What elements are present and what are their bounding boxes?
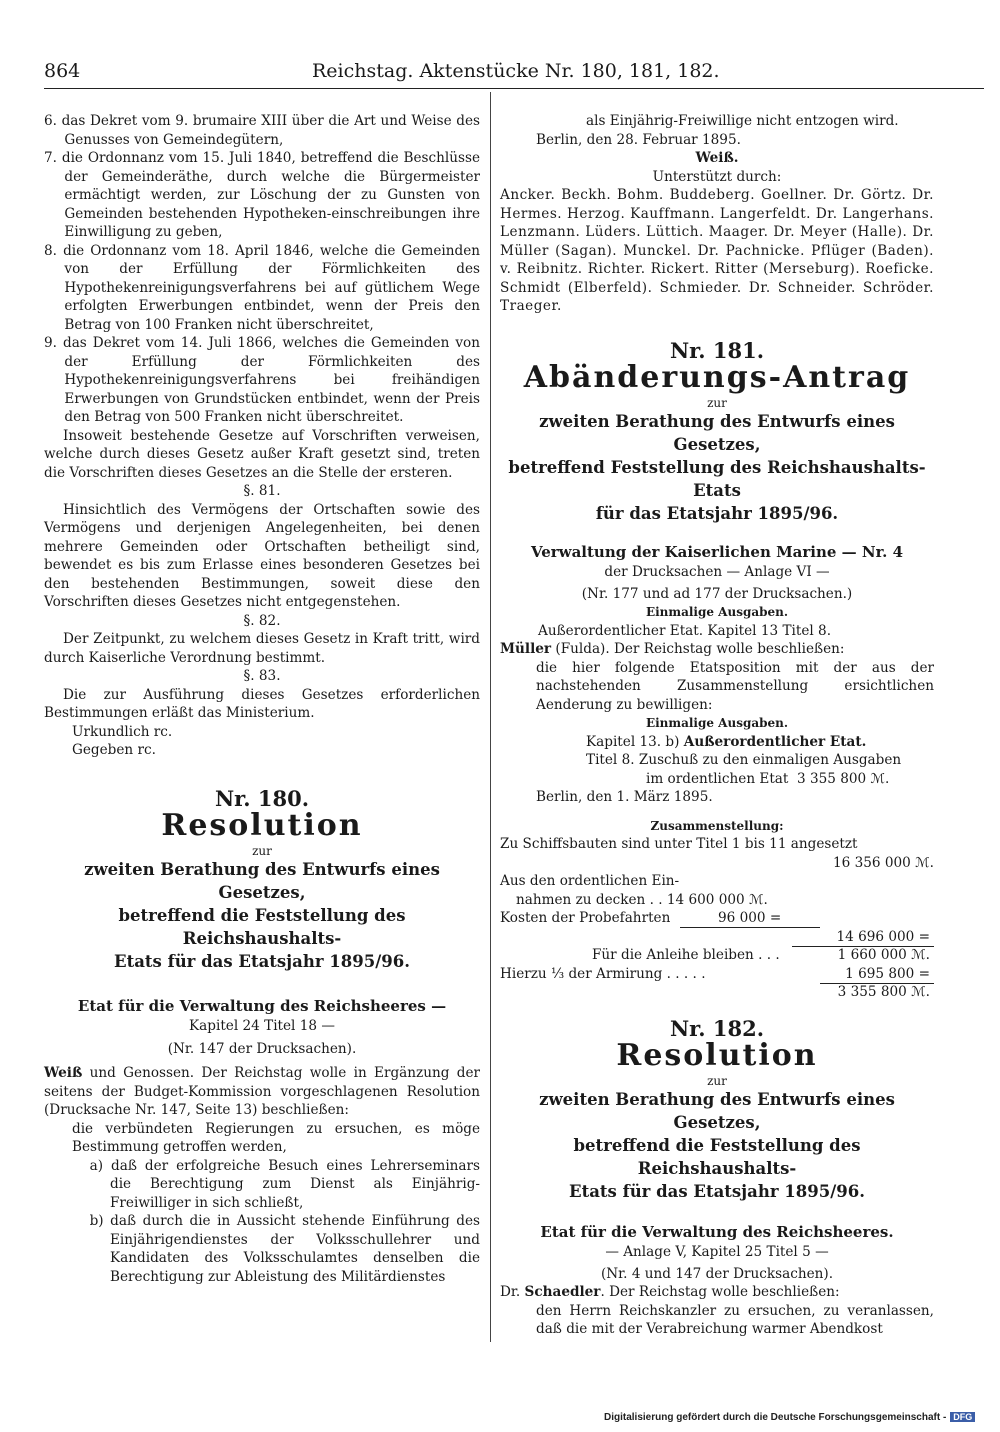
section-81-text: Hinsichtlich des Vermögens der Ortschaften sowie des Vermögens und derjenigen Angelegenheiten, bei denen mehrere Gemeinden oder Ortschaften betheiligt sind, bewendet es bis zum Erlasse eines besonderen Gesetzes bei den bestehenden Bestimmungen, soweit diese den Vorschriften dieses Gesetzes nicht entgegenstehen. <box>44 501 480 610</box>
nr180-section-3: (Nr. 147 der Drucksachen). <box>167 1040 357 1057</box>
nr181-titel-8b-label: im ordentlichen Etat <box>646 770 789 787</box>
calc-sum: 14 696 000 = <box>836 928 930 945</box>
dfg-logo: DFG <box>950 1412 975 1422</box>
nr181-date: Berlin, den 1. März 1895. <box>536 789 713 805</box>
nr181-kapitel-bold: Außerordentlicher Etat. <box>683 733 867 750</box>
nr182-section-2: — Anlage V, Kapitel 25 Titel 5 — <box>605 1244 829 1260</box>
nr182-subtitle-3: Etats für das Etatsjahr 1895/96. <box>569 1182 865 1201</box>
nr181-ausserordentlich: Außerordentlicher Etat. Kapitel 13 Titel 8. <box>538 622 832 639</box>
nr182-number: Nr. 182. <box>669 1015 765 1041</box>
nr182-motion-prefix: Dr. <box>500 1284 525 1300</box>
calc-row <box>500 983 934 1002</box>
nr180-motion-body: die verbündeten Regierungen zu ersuchen, es möge Bestimmung getroffen werden, <box>72 1120 480 1155</box>
nr180-point-a: a) daß der erfolgreiche Besuch eines Lehrerseminars die Berechtigung zum Dienst als Einjährig-Freiwilliger in sich schließt, <box>89 1157 480 1211</box>
calc-row <box>500 946 934 965</box>
date-line-1: Berlin, den 28. Februar 1895. <box>536 131 741 148</box>
nr180-section-1: Etat für die Verwaltung des Reichsheeres — <box>77 997 447 1015</box>
page-header <box>44 58 984 88</box>
nr182-section-1: Etat für die Verwaltung des Reichsheeres. <box>540 1223 894 1241</box>
continuation-text: als Einjährig-Freiwillige nicht entzogen wird. <box>586 113 899 129</box>
nr180-subtitle-2: betreffend die Feststellung des Reichshaushalts- <box>118 906 406 948</box>
urkundlich: Urkundlich rc. <box>72 723 173 740</box>
nr181-kapitel <box>500 733 934 752</box>
nr181-subtitle-2: betreffend Feststellung des Reichshaushalts-Etats <box>508 458 926 500</box>
calc-kosten: Kosten der Probefahrten <box>500 910 671 926</box>
supported-by: Unterstützt durch: <box>652 168 782 185</box>
calc-aus-2: nahmen zu decken . . 14 600 000 ℳ. <box>516 891 768 908</box>
calc-anleihe-val: 1 660 000 ℳ. <box>837 947 930 963</box>
section-83-text: Die zur Ausführung dieses Gesetzes erforderlichen Bestimmungen erläßt das Ministerium. <box>44 686 480 721</box>
nr181-calc-intro: Zu Schiffsbauten sind unter Titel 1 bis 11 angesetzt <box>500 836 858 852</box>
supporters-list: Ancker. Beckh. Bohm. Buddeberg. Goellner. Dr. Görtz. Dr. Hermes. Herzog. Kauffmann. Langerfeldt. Dr. Langerhans. Lenzmann. Lüders. Lüttich. Maager. Dr. Meyer (Halle). Dr. Müller (Sagan). Munckel. Dr. Pachnicke. Pflüger (Baden). v. Reibnitz. Richter. Rickert. Ritter (Merseburg). Roeficke. Schmidt (Elberfeld). Schmieder. Dr. Schneider. Schröder. Traeger. <box>500 187 934 314</box>
nr181-titel-8-amount: 3 355 800 ℳ. <box>797 770 890 787</box>
nr182-subtitle-2: betreffend die Feststellung des Reichshaushalts- <box>573 1136 861 1178</box>
nr181-motion <box>500 640 934 659</box>
nr181-titel-8b <box>500 770 934 789</box>
nr180-number: Nr. 180. <box>214 785 310 811</box>
nr181-einmalige: Einmalige Ausgaben. <box>645 605 789 619</box>
left-column <box>44 112 480 1286</box>
nr180-subtitle-3: Etats für das Etatsjahr 1895/96. <box>114 952 410 971</box>
nr182-motion-body: den Herrn Reichskanzler zu ersuchen, zu veranlassen, daß die mit der Verabreichung warmer Abendkost <box>536 1302 934 1337</box>
running-head: Reichstag. Aktenstücke Nr. 180, 181, 182. <box>312 60 720 82</box>
nr181-motion-text: (Fulda). Der Reichstag wolle beschließen: <box>551 641 845 657</box>
nr181-section-3: (Nr. 177 und ad 177 der Drucksachen.) <box>581 585 853 602</box>
nr181-kapitel-prefix: Kapitel 13. b) <box>586 733 684 750</box>
section-82-text: Der Zeitpunkt, zu welchem dieses Gesetz in Kraft tritt, wird durch Kaiserliche Verordnung bestimmt. <box>44 631 480 666</box>
calc-hierzu-val: 1 695 800 = <box>845 965 930 982</box>
nr181-number: Nr. 181. <box>669 337 765 363</box>
calc-kosten-val: 96 000 = <box>718 910 782 926</box>
calc-row <box>500 965 934 984</box>
calc-hierzu: Hierzu ⅓ der Armirung . . . . . <box>500 965 706 982</box>
calc-aus-1: Aus den ordentlichen Ein- <box>500 873 680 889</box>
nr182-title: Resolution <box>616 1038 818 1073</box>
nr182-motion-text: . Der Reichstag wolle beschließen: <box>600 1284 840 1300</box>
nr181-titel-8: Titel 8. Zuschuß zu den einmaligen Ausgaben <box>586 752 902 768</box>
list-item: 6. das Dekret vom 9. brumaire XIII über die Art und Weise des Genusses von Gemeindegütern, <box>44 113 480 148</box>
nr181-zur: zur <box>707 396 727 410</box>
nr181-title: Abänderungs-Antrag <box>523 360 911 395</box>
nr181-subtitle-3: für das Etatsjahr 1895/96. <box>595 504 839 523</box>
list-item: 8. die Ordonnanz vom 18. April 1846, welche die Gemeinden von der Erfüllung der Förmlichkeiten des Hypothekenreinigungsverfahrens bei auf gütlichem Wege erfolgten Erwerbungen entbindet, wenn der Preis den Betrag von 100 Franken nicht überschreitet, <box>44 242 480 333</box>
calc-final: 3 355 800 ℳ. <box>837 984 930 1000</box>
header-rule <box>44 88 984 89</box>
nr180-subtitle-1: zweiten Berathung des Entwurfs eines Gesetzes, <box>84 860 440 902</box>
calc-row <box>500 872 934 891</box>
nr180-section-2: Kapitel 24 Titel 18 — <box>189 1018 335 1034</box>
footer-text: Digitalisierung gefördert durch die Deutsche Forschungsgemeinschaft - <box>604 1412 947 1423</box>
calc-row <box>500 909 934 928</box>
nr180-motion-name: Weiß <box>44 1065 83 1081</box>
list-item: 7. die Ordonnanz vom 15. Juli 1840, betreffend die Beschlüsse der Gemeinderäthe, durch welche die Bürgermeister ermächtigt werden, zur Löschung der zu Gunsten von Gemeinden bestehenden Hypotheken-einschreibungen ihre Einwilligung zu geben, <box>44 150 480 240</box>
nr180-motion <box>44 1064 480 1120</box>
nr181-einmalige-2: Einmalige Ausgaben. <box>645 716 789 730</box>
nr181-motion-name: Müller <box>500 641 552 657</box>
nr182-section-3: (Nr. 4 und 147 der Drucksachen). <box>600 1265 834 1282</box>
nr181-subtitle-1: zweiten Berathung des Entwurfs eines Gesetzes, <box>539 412 895 454</box>
nr182-subtitle-1: zweiten Berathung des Entwurfs eines Gesetzes, <box>539 1090 895 1132</box>
nr180-motion-text: und Genossen. Der Reichstag wolle in Ergänzung der seitens der Budget-Kommission vorgeschlagenen Resolution (Drucksache Nr. 147, Seite 13) beschließen: <box>44 1065 480 1118</box>
nr181-motion-body: die hier folgende Etatsposition mit der aus der nachstehenden Zusammenstellung ersichtlichen Aenderung zu bewilligen: <box>536 659 934 713</box>
calc-row <box>500 891 934 910</box>
insoweit-paragraph: Insoweit bestehende Gesetze auf Vorschriften verweisen, welche durch dieses Gesetz außer Kraft gesetzt sind, treten die Vorschriften dieses Gesetzes an die Stelle der ersteren. <box>44 427 480 481</box>
nr181-section-2: der Drucksachen — Anlage VI — <box>604 564 830 580</box>
nr181-section-1: Verwaltung der Kaiserlichen Marine — Nr. 4 <box>530 543 904 561</box>
nr180-title: Resolution <box>161 808 363 843</box>
list-item: 9. das Dekret vom 14. Juli 1866, welches die Gemeinden von der Erfüllung der Förmlichkeiten des Hypothekenreinigungsverfahrens bei freihändigen Erwerbungen von Grundstücken entbindet, wenn der Preis den Betrag von 500 Franken nicht überschreitet. <box>44 335 480 425</box>
calc-row <box>500 928 934 947</box>
signer: Weiß. <box>695 150 739 166</box>
page-number: 864 <box>44 60 81 82</box>
section-81-heading: §. 81. <box>243 483 281 499</box>
digitization-footer <box>604 1412 975 1423</box>
section-82-heading: §. 82. <box>243 612 281 629</box>
nr182-motion-name: Schaedler <box>524 1284 601 1300</box>
calc-anleihe: Für die Anleihe bleiben . . . <box>592 947 780 963</box>
nr180-zur: zur <box>252 844 272 858</box>
column-divider <box>490 92 491 1342</box>
nr182-motion <box>500 1283 934 1302</box>
nr180-point-b: b) daß durch die in Aussicht stehende Einführung des Einjährigendienstes der Volksschullehrer und Kandidaten des Volksschulamtes denselben die Berechtigung zur Ableistung des Militärdienstes <box>89 1213 480 1285</box>
nr182-zur: zur <box>707 1074 727 1088</box>
gegeben: Gegeben rc. <box>72 742 156 758</box>
nr181-zusammen-head: Zusammenstellung: <box>650 818 784 833</box>
nr181-calc-total-1: 16 356 000 ℳ. <box>832 854 934 871</box>
right-column <box>500 112 934 1339</box>
section-83-heading: §. 83. <box>243 668 281 684</box>
